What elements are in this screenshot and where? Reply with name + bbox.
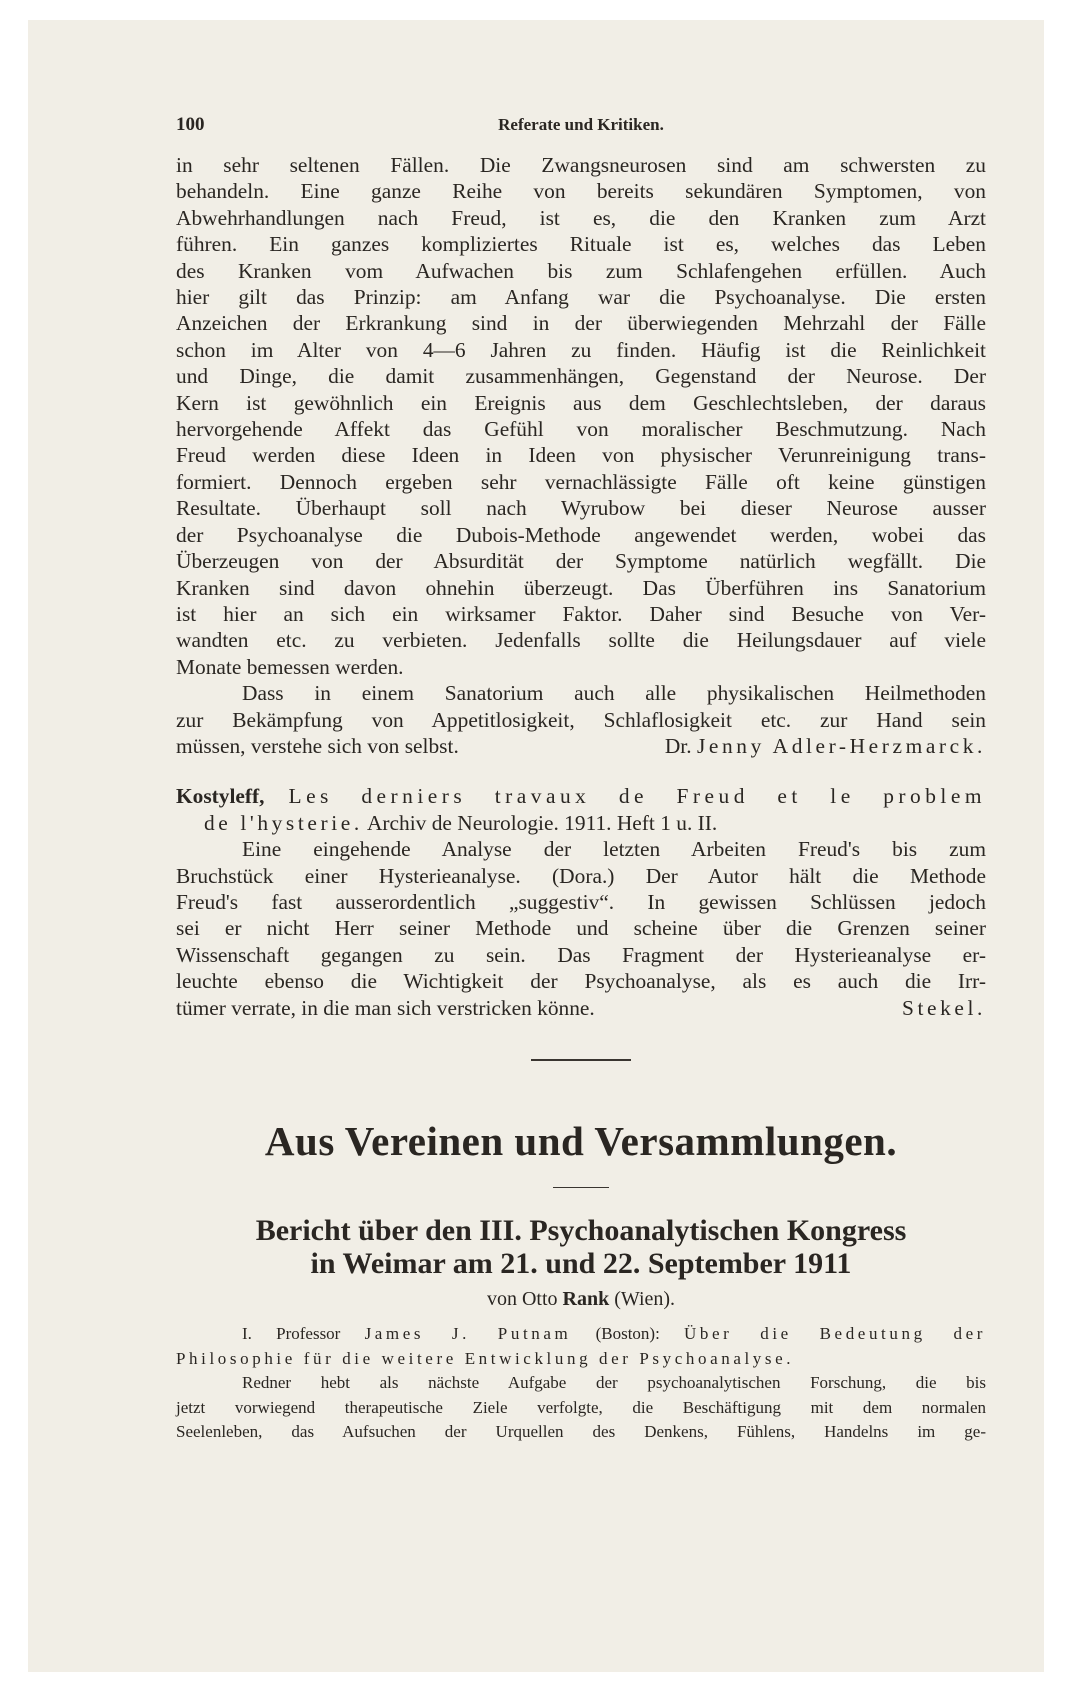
review-1-paragraph-2 — [176, 680, 986, 759]
page-number: 100 — [176, 114, 205, 135]
report-title-line-2: in Weimar am 21. und 22. September 1911 — [310, 1247, 852, 1280]
text-line: Monate bemessen werden. — [176, 654, 404, 679]
report-item-1 — [176, 1322, 986, 1445]
text-line-with-signature — [176, 733, 986, 759]
text-line: zur Bekämpfung von Appetitlosigkeit, Schlaflosigkeit etc. zur Hand sein — [176, 707, 986, 732]
running-title: Referate und Kritiken. — [498, 115, 664, 134]
section-title: Aus Vereinen und Versammlungen. — [264, 1118, 898, 1164]
reviewed-title-continued: de l'hysterie. — [204, 810, 363, 835]
text-line: ist hier an sich ein wirksamer Faktor. Daher sind Besuche von Ver- — [176, 601, 986, 626]
text-line: Überzeugen von der Absurdität der Symptome natürlich wegfällt. Die — [176, 549, 986, 574]
text-line: Freud werden diese Ideen in Ideen von physischer Verunreinigung trans- — [176, 443, 986, 468]
reviewer-signature: Jenny Adler-Herzmarck. — [696, 733, 986, 758]
review-1 — [176, 152, 986, 759]
scanned-page — [28, 20, 1044, 1672]
reviewer-signature: Stekel. — [901, 995, 986, 1020]
signature-prefix: Dr. — [664, 733, 692, 758]
report-title — [176, 1214, 986, 1280]
running-header — [176, 112, 986, 152]
reviewed-author: Kostyleff, — [176, 784, 265, 809]
text-line: leuchte ebenso die Wichtigkeit der Psychoanalyse, als es auch die Irr- — [176, 969, 986, 994]
text-line-with-signature — [176, 995, 986, 1021]
byline-prefix: von Otto — [486, 1288, 558, 1310]
report-title-line-1: Bericht über den III. Psychoanalytischen Kongress — [255, 1214, 907, 1247]
item-title-continued: Philosophie für die weitere Entwicklung der Psychoanalyse. — [176, 1348, 795, 1368]
signature-block — [665, 733, 986, 759]
text-line: Freud's fast ausserordentlich „suggestiv“. In gewissen Schlüssen jedoch — [176, 889, 986, 914]
title-divider — [553, 1187, 609, 1188]
text-line: Kranken sind davon ohnehin überzeugt. Das Überführen ins Sanatorium — [176, 575, 986, 600]
text-line: Resultate. Überhaupt soll nach Wyrubow bei dieser Neurose ausser — [176, 496, 986, 521]
text-line: Eine eingehende Analyse der letzten Arbeiten Freud's bis zum — [242, 837, 986, 862]
text-line: tümer verrate, in die man sich verstricken könne. — [176, 995, 595, 1020]
review-1-paragraph-1 — [176, 152, 986, 680]
review-2-heading-line-2 — [176, 810, 986, 836]
text-line: Redner hebt als nächste Aufgabe der psychoanalytischen Forschung, die bis — [242, 1373, 986, 1393]
section-divider — [531, 1059, 631, 1061]
reviewed-source: Archiv de Neurologie. 1911. Heft 1 u. II. — [366, 810, 718, 835]
reviewed-title: Les derniers travaux de Freud et le problem — [288, 784, 986, 809]
item-heading-line-1 — [176, 1322, 986, 1347]
text-line: Wissenschaft gegangen zu sein. Das Fragment der Hysterieanalyse er- — [176, 942, 986, 967]
text-line: wandten etc. zu verbieten. Jedenfalls sollte die Heilungsdauer auf viele — [176, 628, 986, 653]
text-line: Abwehrhandlungen nach Freud, ist es, die den Kranken zum Arzt — [176, 205, 986, 230]
item-number: I. Professor — [242, 1324, 341, 1344]
report-byline — [176, 1286, 986, 1312]
page-content — [176, 112, 986, 1445]
text-line: sei er nicht Herr seiner Methode und scheine über die Grenzen seiner — [176, 916, 986, 941]
text-line: Anzeichen der Erkrankung sind in der überwiegenden Mehrzahl der Fälle — [176, 311, 986, 336]
text-line: Seelenleben, das Aufsuchen der Urquellen des Denkens, Fühlens, Handelns im ge- — [176, 1422, 986, 1442]
congress-report — [176, 1214, 986, 1445]
text-line: der Psychoanalyse die Dubois-Methode angewendet werden, wobei das — [176, 522, 986, 547]
text-line: hervorgehende Affekt das Gefühl von moralischer Beschmutzung. Nach — [176, 417, 986, 442]
text-line: führen. Ein ganzes kompliziertes Rituale ist es, welches das Leben — [176, 232, 986, 257]
text-line: jetzt vorwiegend therapeutische Ziele verfolgte, die Beschäftigung mit dem normalen — [176, 1397, 986, 1417]
text-line: Bruchstück einer Hysterieanalyse. (Dora.) Der Autor hält die Methode — [176, 863, 986, 888]
text-line: hier gilt das Prinzip: am Anfang war die Psychoanalyse. Die ersten — [176, 285, 986, 310]
text-line: schon im Alter von 4—6 Jahren zu finden. Häufig ist die Reinlichkeit — [176, 337, 986, 362]
text-line: in sehr seltenen Fällen. Die Zwangsneurosen sind am schwersten zu — [176, 153, 986, 177]
text-line: und Dinge, die damit zusammenhängen, Gegenstand der Neurose. Der — [176, 364, 986, 389]
text-line: müssen, verstehe sich von selbst. — [176, 733, 459, 758]
byline-name: Rank — [562, 1288, 610, 1310]
item-place: (Boston): — [595, 1324, 660, 1344]
text-line: des Kranken vom Aufwachen bis zum Schlafengehen erfüllen. Auch — [176, 258, 986, 283]
byline-suffix: (Wien). — [614, 1288, 676, 1310]
text-line: formiert. Dennoch ergeben sehr vernachlässigte Fälle oft keine günstigen — [176, 469, 986, 494]
item-title: Über die Bedeutung der — [684, 1324, 986, 1344]
text-line: Kern ist gewöhnlich ein Ereignis aus dem Geschlechtsleben, der daraus — [176, 390, 986, 415]
text-line: behandeln. Eine ganze Reihe von bereits sekundären Symptomen, von — [176, 179, 986, 204]
item-speaker: James J. Putnam — [364, 1324, 572, 1344]
text-line: Dass in einem Sanatorium auch alle physikalischen Heilmethoden — [242, 681, 986, 706]
review-2-heading-line-1 — [176, 783, 986, 809]
review-2 — [176, 783, 986, 1021]
